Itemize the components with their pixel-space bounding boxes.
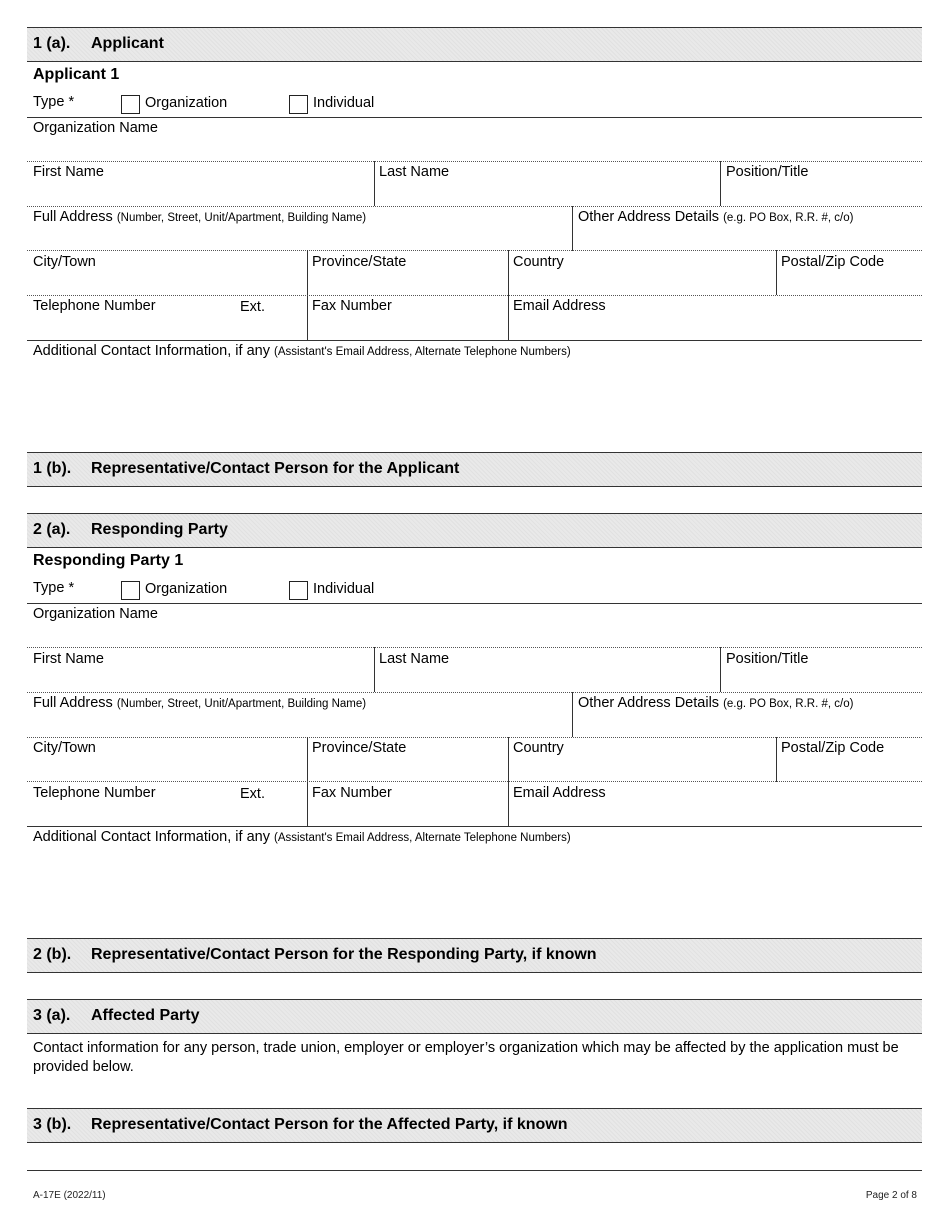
applicant-full-address-hint: (Number, Street, Unit/Apartment, Building Name)	[116, 212, 367, 224]
divider	[27, 340, 922, 341]
responding-individual-label: Individual	[313, 581, 375, 597]
section-header-affected-party	[27, 999, 922, 1034]
section-header-responding-representative	[27, 938, 922, 973]
section-title: Representative/Contact Person for the Affected Party, if known	[91, 1116, 568, 1133]
responding-postal-field[interactable]	[777, 757, 922, 781]
responding-city-label: City/Town	[33, 740, 96, 756]
divider	[27, 647, 922, 648]
responding-email-field[interactable]	[509, 802, 922, 826]
applicant-individual-checkbox[interactable]	[289, 95, 308, 114]
applicant-ext-field[interactable]	[237, 315, 307, 339]
applicant-1-heading: Applicant 1	[33, 66, 120, 83]
applicant-last-name-label: Last Name	[379, 164, 450, 180]
responding-email-label: Email Address	[513, 785, 606, 801]
applicant-first-name-label: First Name	[33, 164, 104, 180]
divider	[27, 692, 922, 693]
responding-fax-field[interactable]	[308, 802, 508, 826]
applicant-province-field[interactable]	[308, 271, 508, 295]
section-title: Representative/Contact Person for the Applicant	[91, 460, 460, 477]
responding-org-name-field[interactable]	[27, 622, 922, 647]
applicant-other-address-hint: (e.g. PO Box, R.R. #, c/o)	[723, 212, 854, 224]
applicant-position-field[interactable]	[721, 180, 922, 205]
applicant-email-label: Email Address	[513, 298, 606, 314]
applicant-ext-label: Ext.	[240, 299, 265, 315]
divider	[27, 826, 922, 827]
applicant-position-label: Position/Title	[726, 164, 809, 180]
responding-additional-field[interactable]	[27, 848, 922, 933]
responding-org-name-label: Organization Name	[33, 606, 158, 622]
section-title: Responding Party	[91, 521, 228, 538]
divider	[27, 117, 922, 118]
responding-other-address-label: Other Address Details (e.g. PO Box, R.R. #, c/o)	[578, 695, 854, 711]
applicant-postal-label: Postal/Zip Code	[781, 254, 885, 270]
responding-additional-hint: (Assistant's Email Address, Alternate Telephone Numbers)	[274, 832, 571, 844]
responding-full-address-label: Full Address (Number, Street, Unit/Apartment, Building Name)	[33, 695, 367, 711]
applicant-org-name-field[interactable]	[27, 136, 922, 161]
applicant-organization-checkbox[interactable]	[121, 95, 140, 114]
section-title: Affected Party	[91, 1007, 200, 1024]
responding-party-1-heading: Responding Party 1	[33, 552, 184, 569]
section-header-applicant-representative	[27, 452, 922, 487]
responding-province-field[interactable]	[308, 757, 508, 781]
applicant-last-name-field[interactable]	[375, 180, 720, 205]
section-number: 3 (b).	[33, 1116, 72, 1133]
divider	[27, 603, 922, 604]
applicant-type-label: Type *	[33, 94, 75, 110]
responding-type-label: Type *	[33, 580, 75, 596]
applicant-city-field[interactable]	[27, 271, 307, 295]
responding-telephone-label: Telephone Number	[33, 785, 156, 801]
divider	[27, 737, 922, 738]
applicant-additional-label: Additional Contact Information, if any (Assistant's Email Address, Alternate Telephone Numbers)	[33, 343, 571, 359]
divider	[27, 206, 922, 207]
divider	[27, 250, 922, 251]
page-indicator: Page 2 of 8	[865, 1190, 917, 1201]
responding-first-name-label: First Name	[33, 651, 104, 667]
responding-country-label: Country	[513, 740, 564, 756]
responding-other-address-hint: (e.g. PO Box, R.R. #, c/o)	[723, 698, 854, 710]
responding-ext-field[interactable]	[237, 802, 307, 826]
responding-other-address-field[interactable]	[573, 712, 922, 736]
responding-postal-label: Postal/Zip Code	[781, 740, 885, 756]
responding-country-field[interactable]	[509, 757, 776, 781]
affected-party-instructions: Contact information for any person, trade union, employer or employer’s organization which may be affected by the application must be provided below.	[33, 1040, 899, 1075]
responding-fax-label: Fax Number	[312, 785, 392, 801]
applicant-other-address-label: Other Address Details (e.g. PO Box, R.R. #, c/o)	[578, 209, 854, 225]
section-header-responding-party	[27, 513, 922, 548]
applicant-full-address-label: Full Address (Number, Street, Unit/Apartment, Building Name)	[33, 209, 367, 225]
section-number: 3 (a).	[33, 1007, 71, 1024]
responding-last-name-label: Last Name	[379, 651, 450, 667]
divider	[27, 161, 922, 162]
applicant-email-field[interactable]	[509, 315, 922, 339]
responding-first-name-field[interactable]	[27, 667, 374, 692]
applicant-individual-label: Individual	[313, 95, 375, 111]
applicant-postal-field[interactable]	[777, 271, 922, 295]
divider	[27, 781, 922, 782]
section-header-affected-representative	[27, 1108, 922, 1143]
responding-individual-checkbox[interactable]	[289, 581, 308, 600]
applicant-first-name-field[interactable]	[27, 180, 374, 205]
form-code: A-17E (2022/11)	[33, 1190, 106, 1201]
applicant-fax-label: Fax Number	[312, 298, 392, 314]
section-number: 2 (a).	[33, 521, 71, 538]
divider	[27, 295, 922, 296]
applicant-other-address-field[interactable]	[573, 226, 922, 250]
applicant-country-label: Country	[513, 254, 564, 270]
responding-organization-checkbox[interactable]	[121, 581, 140, 600]
responding-additional-label: Additional Contact Information, if any (Assistant's Email Address, Alternate Telephone Numbers)	[33, 829, 571, 845]
applicant-city-label: City/Town	[33, 254, 96, 270]
section-title: Applicant	[91, 35, 164, 52]
applicant-additional-hint: (Assistant's Email Address, Alternate Telephone Numbers)	[274, 346, 571, 358]
section-number: 1 (a).	[33, 35, 71, 52]
applicant-province-label: Province/State	[312, 254, 407, 270]
responding-position-field[interactable]	[721, 667, 922, 692]
applicant-fax-field[interactable]	[308, 315, 508, 339]
section-header-applicant	[27, 27, 922, 62]
responding-city-field[interactable]	[27, 757, 307, 781]
responding-full-address-field[interactable]	[27, 712, 572, 736]
applicant-org-name-label: Organization Name	[33, 120, 158, 136]
applicant-full-address-field[interactable]	[27, 226, 572, 250]
applicant-telephone-field[interactable]	[27, 315, 227, 339]
section-number: 2 (b).	[33, 946, 72, 963]
applicant-telephone-label: Telephone Number	[33, 298, 156, 314]
responding-organization-label: Organization	[145, 581, 228, 597]
section-title: Representative/Contact Person for the Responding Party, if known	[91, 946, 597, 963]
responding-last-name-field[interactable]	[375, 667, 720, 692]
responding-ext-label: Ext.	[240, 786, 265, 802]
applicant-country-field[interactable]	[509, 271, 776, 295]
responding-full-address-hint: (Number, Street, Unit/Apartment, Building Name)	[116, 698, 367, 710]
applicant-organization-label: Organization	[145, 95, 228, 111]
responding-telephone-field[interactable]	[27, 802, 227, 826]
footer-divider	[27, 1170, 922, 1171]
applicant-additional-field[interactable]	[27, 362, 922, 447]
responding-province-label: Province/State	[312, 740, 407, 756]
responding-position-label: Position/Title	[726, 651, 809, 667]
section-number: 1 (b).	[33, 460, 72, 477]
